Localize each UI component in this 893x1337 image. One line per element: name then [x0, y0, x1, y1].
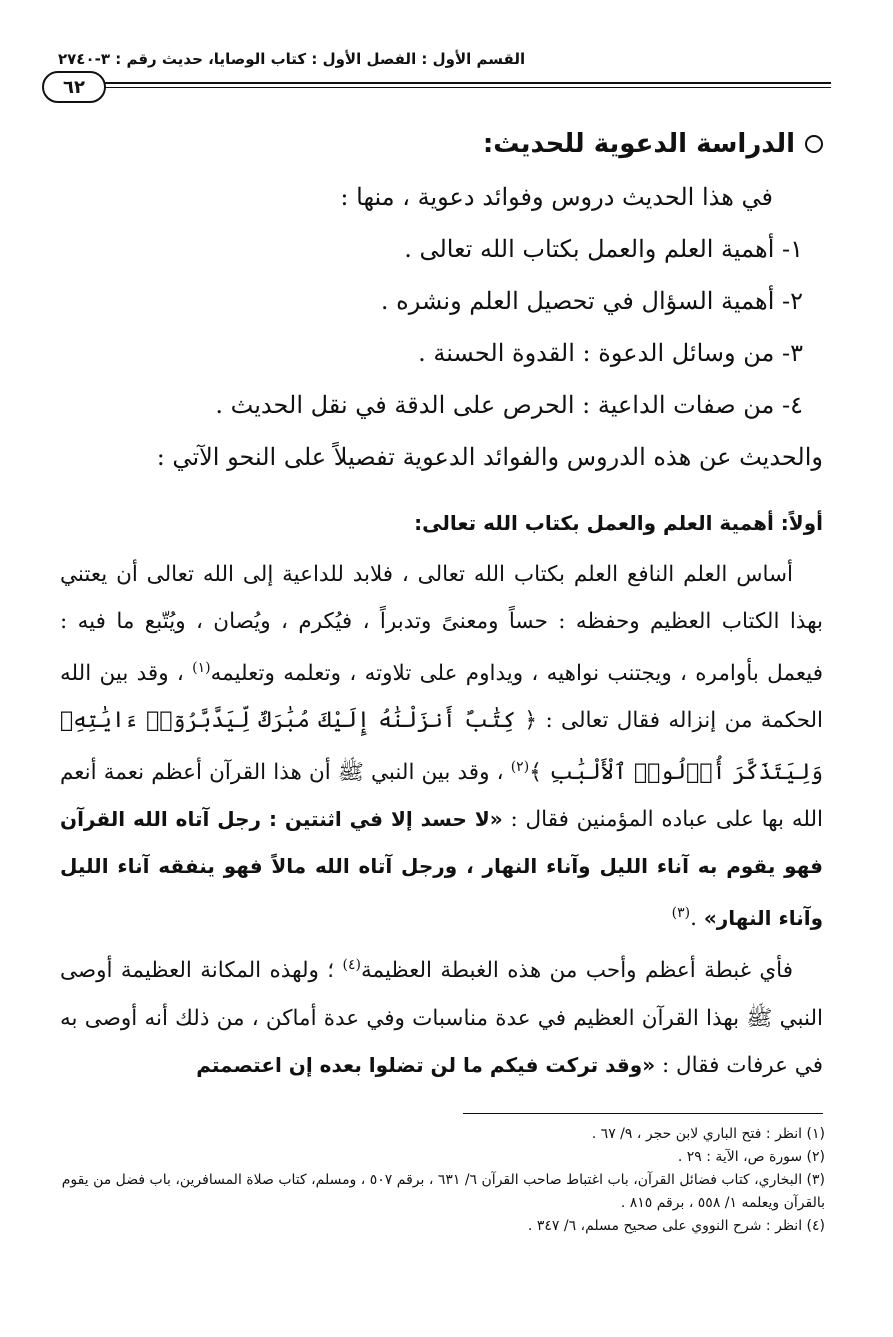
section-outro: والحديث عن هذه الدروس والفوائد الدعوية تفصيلاً على النحو الآتي :: [156, 443, 823, 471]
running-title: القسم الأول : الفصل الأول : كتاب الوصايا، حديث رقم : ٣-٢٧٤٠: [58, 50, 526, 68]
list-item: ٣- من وسائل الدعوة : القدوة الحسنة .: [418, 339, 803, 367]
quran-verse: ﴿ كِتَٰبٌ أَنزَلْنَٰهُ إِلَيْكَ مُبَٰرَكٌ لِّيَدَّبَّرُوٓا۟ ءَايَٰتِهِۦ وَلِيَتَذَكَّرَ أُو۟لُوا۟ ٱلْأَلْبَٰبِ ﴾: [60, 708, 823, 786]
subsection-heading: أولاً: أهمية العلم والعمل بكتاب الله تعالى:: [414, 511, 823, 535]
page-number-badge: [42, 71, 106, 103]
body-paragraphs: [60, 551, 823, 1089]
footnote: (٤) انظر : شرح النووي على صحيح مسلم، ٦/ ٣٤٧ .: [527, 1218, 825, 1234]
paragraph-2: [60, 942, 823, 1088]
footnote-ref-2: (٢): [510, 759, 530, 776]
list-item: ٢- أهمية السؤال في تحصيل العلم ونشره .: [380, 287, 803, 315]
list-item: ٤- من صفات الداعية : الحرص على الدقة في نقل الحديث .: [215, 391, 803, 419]
paragraph-text: ؛ ولهذه المكانة العظيمة أوصى النبي ﷺ بهذا القرآن العظيم في عدة مناسبات وفي عدة أماكن ، من ذلك أنه أوصى به في عرفات فقال :: [60, 958, 823, 1078]
section-heading-text: الدراسة الدعوية للحديث:: [482, 129, 795, 159]
list-item: ١- أهمية العلم والعمل بكتاب الله تعالى .: [404, 235, 803, 263]
footnotes: [55, 1123, 825, 1238]
section-heading: [60, 123, 823, 165]
main-content: [60, 115, 823, 1089]
footnote-ref-1: (١): [192, 660, 211, 676]
paragraph-text: فأي غبطة أعظم وأحب من هذه الغبطة العظيمة: [361, 958, 793, 984]
circle-bullet-icon: [805, 135, 823, 153]
paragraph-text: ، وقد بين الله الحكمة من إنزاله فقال تعالى :: [60, 661, 824, 734]
footnote-rule: [463, 1113, 823, 1114]
footnote-ref-3: (٣): [671, 905, 691, 922]
running-header: [58, 50, 823, 68]
paragraph-text: ، وقد بين النبي ﷺ أن هذا القرآن أعظم نعمة أنعم الله بها على عباده المؤمنين فقال :: [60, 760, 823, 833]
paragraph-text: أساس العلم النافع العلم بكتاب الله تعالى ، فلابد للداعية إلى الله تعالى أن يعتني بهذا الكتاب العظيم وحفظه : حساً ومعنىً وتدبراً ، فيُكرم ، ويُصان ، ويُتّبع ما فيه : فيعمل بأوامره ، ويجتنب نواهيه ، ويداوم على تلاوته ، وتعلمه وتعليمه: [60, 562, 823, 687]
paragraph-1: [60, 551, 823, 942]
footnote: (٢) سورة ص، الآية : ٢٩ .: [677, 1149, 825, 1165]
paragraph-text: .: [690, 906, 697, 932]
footnote-ref-4: (٤): [342, 957, 361, 974]
page-number: ٦٢: [63, 76, 85, 98]
header-rule: [90, 82, 831, 88]
section-intro: في هذا الحديث دروس وفوائد دعوية ، منها :: [340, 183, 773, 211]
footnote: (٣) البخاري، كتاب فضائل القرآن، باب اغتباط صاحب القرآن ٦/ ٦٣١ ، برقم ٥٠٧ ، ومسلم، كتاب صلاة المسافرين، باب فضل من يقوم بالقرآن ويعلمه ١/ ٥٥٨ ، برقم ٨١٥ .: [61, 1172, 825, 1211]
footnote: (١) انظر : فتح الباري لابن حجر ، ٩/ ٦٧ .: [591, 1126, 825, 1142]
hadith-quote: «وقد تركت فيكم ما لن تضلوا بعده إن اعتصمتم: [196, 1052, 656, 1077]
hadith-quote: «لا حسد إلا في اثنتين : رجل آتاه الله القرآن فهو يقوم به آناء الليل وآناء النهار ، ورجل آتاه الله مالاً فهو ينفقه آناء الليل وآناء النهار»: [60, 807, 823, 931]
